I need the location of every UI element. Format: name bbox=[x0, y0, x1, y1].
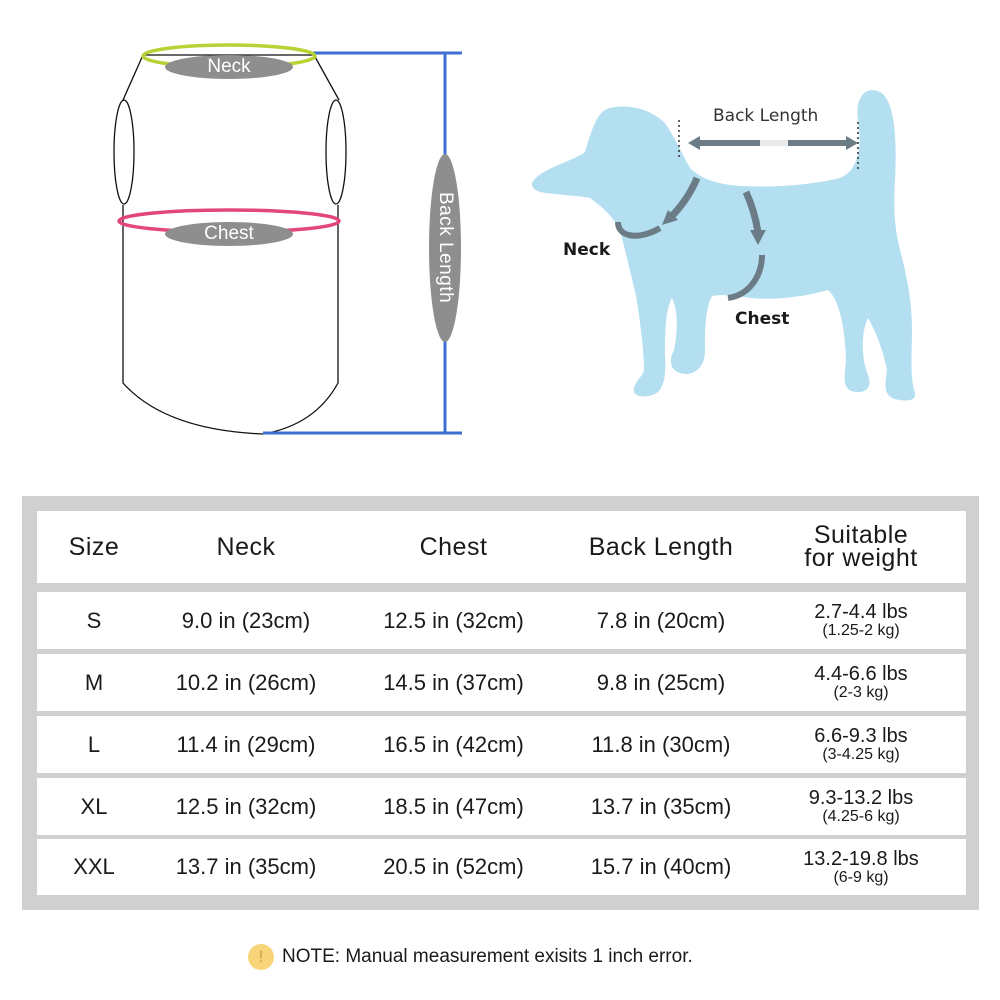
cell-back-length: 9.8 in (25cm) bbox=[596, 669, 726, 695]
cell-back-length: 7.8 in (20cm) bbox=[596, 607, 726, 633]
cell-chest: 14.5 in (37cm) bbox=[383, 669, 524, 695]
cell-size: XXL bbox=[73, 854, 115, 879]
cell-back-length: 15.7 in (40cm) bbox=[590, 854, 732, 879]
header-size: Size bbox=[68, 532, 120, 561]
measurement-diagrams bbox=[0, 0, 1000, 460]
cell-size: L bbox=[87, 731, 101, 757]
table-row bbox=[37, 716, 966, 773]
header-weight: Suitable for weight bbox=[804, 521, 918, 572]
cell-size: M bbox=[84, 669, 104, 695]
cell-neck: 10.2 in (26cm) bbox=[175, 669, 317, 695]
garment-neck-label: Neck bbox=[165, 55, 293, 79]
garment-chest-label: Chest bbox=[165, 222, 293, 246]
garment-back-length-label: Back Length bbox=[429, 154, 461, 342]
cell-chest: 16.5 in (42cm) bbox=[383, 731, 524, 757]
cell-size: XL bbox=[80, 793, 108, 819]
cell-chest: 12.5 in (32cm) bbox=[383, 607, 524, 633]
dog-back-length-label: Back Length bbox=[713, 106, 819, 126]
table-row bbox=[37, 778, 966, 835]
table-header-row bbox=[37, 511, 966, 583]
cell-weight: 13.2-19.8 lbs (6-9 kg) bbox=[803, 847, 919, 886]
cell-back-length: 11.8 in (30cm) bbox=[591, 731, 731, 757]
table-row bbox=[37, 592, 966, 649]
dog-neck-label: Neck bbox=[563, 240, 611, 260]
measurement-note bbox=[248, 944, 693, 970]
cell-back-length: 13.7 in (35cm) bbox=[590, 793, 732, 819]
cell-size: S bbox=[86, 607, 102, 633]
table-row bbox=[37, 839, 966, 895]
cell-chest: 18.5 in (47cm) bbox=[383, 793, 524, 819]
cell-chest: 20.5 in (52cm) bbox=[383, 854, 524, 879]
cell-neck: 11.4 in (29cm) bbox=[176, 731, 316, 757]
cell-weight: 9.3-13.2 lbs (4.25-6 kg) bbox=[808, 787, 914, 825]
header-back-length: Back Length bbox=[588, 532, 734, 561]
cell-neck: 12.5 in (32cm) bbox=[175, 793, 317, 819]
table-row bbox=[37, 654, 966, 711]
cell-weight: 6.6-9.3 lbs (3-4.25 kg) bbox=[814, 725, 908, 763]
cell-weight: 2.7-4.4 lbs (1.25-2 kg) bbox=[814, 601, 908, 639]
dog-silhouette-icon bbox=[0, 0, 1000, 460]
cell-weight: 4.4-6.6 lbs (2-3 kg) bbox=[814, 663, 908, 701]
cell-neck: 13.7 in (35cm) bbox=[175, 854, 317, 879]
header-chest: Chest bbox=[419, 532, 488, 561]
dog-chest-label: Chest bbox=[735, 309, 790, 329]
cell-neck: 9.0 in (23cm) bbox=[181, 607, 311, 633]
size-chart-table bbox=[22, 496, 979, 910]
note-text: NOTE: Manual measurement exisits 1 inch error. bbox=[282, 946, 693, 967]
exclamation-icon: ! bbox=[248, 944, 274, 970]
header-neck: Neck bbox=[216, 532, 276, 561]
